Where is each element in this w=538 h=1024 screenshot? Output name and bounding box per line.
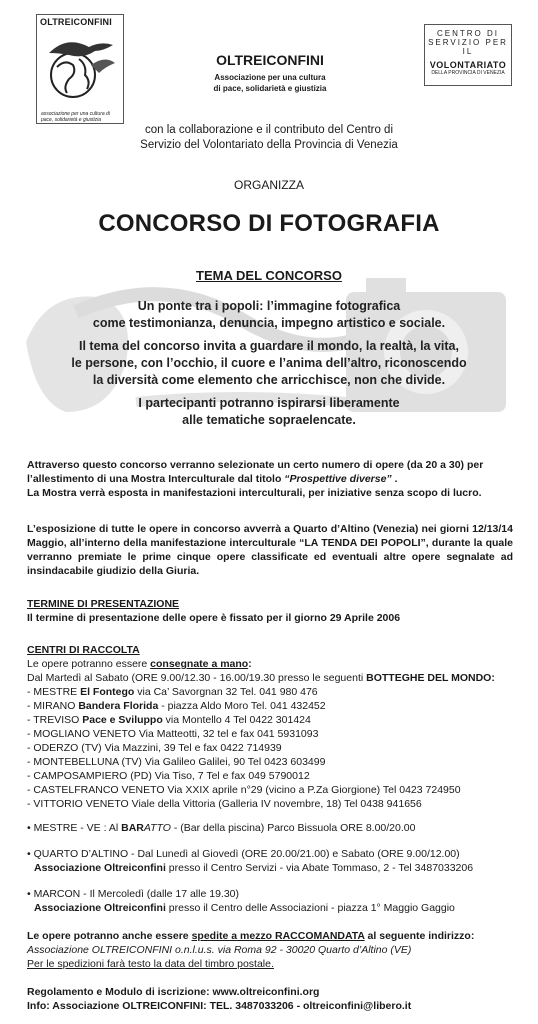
globe-dove-icon bbox=[43, 29, 119, 109]
deadline-heading: TERMINE DI PRESENTAZIONE bbox=[27, 598, 180, 610]
theme-p2-line-2: le persone, con l’occhio, il cuore e l’anima dell’altro, riconoscendo bbox=[71, 356, 467, 370]
marcon-association: Associazione Oltreiconfini bbox=[34, 902, 166, 914]
quarto-line-1: • QUARTO D’ALTINO - Dal Lunedì al Giovedì (ORE 20.00/21.00) e Sabato (ORE 9.00/12.00) bbox=[27, 848, 460, 860]
exhibition-line-3: La Mostra verrà esposta in manifestazioni interculturali, per iniziative senza scopo di lucro. bbox=[27, 487, 482, 499]
shop-item-text: - ODERZO (TV) Via Mazzini, 39 Tel e fax 0422 714939 bbox=[27, 742, 282, 754]
deadline-section bbox=[27, 597, 513, 625]
theme-paragraph-3 bbox=[40, 395, 498, 429]
collection-intro bbox=[27, 657, 513, 671]
collection-intro-colon: : bbox=[248, 658, 252, 670]
shop-address: via Montello 4 Tel 0422 301424 bbox=[162, 714, 311, 726]
shop-list-item bbox=[27, 699, 513, 713]
mestre-baratto-item bbox=[27, 821, 513, 835]
theme-heading: TEMA DEL CONCORSO bbox=[196, 268, 342, 283]
collection-centers-heading: CENTRI DI RACCOLTA bbox=[27, 644, 140, 656]
shop-list-item bbox=[27, 755, 513, 769]
footer-regulation-line: Regolamento e Modulo di iscrizione: www.oltreiconfini.org bbox=[27, 986, 320, 998]
marcon-line-2 bbox=[27, 901, 513, 915]
shop-item-text: - CASTELFRANCO VENETO Via XXIX aprile n°29 (vicino a P.Za Giorgione) Tel 0423 724950 bbox=[27, 784, 461, 796]
collaboration-note bbox=[0, 123, 538, 153]
shop-item-text: - MONTEBELLUNA (TV) Via Galileo Galilei, 90 Tel 0423 603499 bbox=[27, 756, 326, 768]
shop-item-text: - TREVISO bbox=[27, 714, 83, 726]
contest-title: CONCORSO DI FOTOGRAFIA bbox=[98, 210, 440, 237]
theme-paragraph-2 bbox=[40, 338, 498, 389]
shop-list-item bbox=[27, 783, 513, 797]
collection-hours-shops: BOTTEGHE DEL MONDO: bbox=[366, 672, 495, 684]
collection-centers bbox=[27, 643, 513, 811]
org-subtitle-line-2: di pace, solidarietà e giustizia bbox=[213, 84, 327, 93]
theme-p3-line-1: I partecipanti potranno ispirarsi liberamente bbox=[138, 396, 400, 410]
shop-list-item bbox=[27, 769, 513, 783]
shipping-text: Le opere potranno anche essere bbox=[27, 930, 192, 942]
shop-item-text: - MESTRE bbox=[27, 686, 81, 698]
shipping-method: spedite a mezzo RACCOMANDATA bbox=[191, 930, 365, 942]
exhibition-paragraph bbox=[27, 458, 513, 500]
shop-item-text: - CAMPOSAMPIERO (PD) Via Tiso, 7 Tel e fax 049 5790012 bbox=[27, 770, 310, 782]
exhibition-line-2-text: l’allestimento di una Mostra Interculturale dal titolo bbox=[27, 473, 285, 485]
exhibition-line-2-end: . bbox=[391, 473, 398, 485]
shop-list-item bbox=[27, 685, 513, 699]
collab-line-2: Servizio del Volontariato della Provincia di Venezia bbox=[140, 139, 398, 151]
logo-caption: associazione per una cultura di pace, solidarietà e giustizia bbox=[41, 111, 110, 123]
quarto-association: Associazione Oltreiconfini bbox=[34, 862, 166, 874]
theme-p2-line-1: Il tema del concorso invita a guardare il mondo, la realtà, la vita, bbox=[79, 339, 459, 353]
exhibition-line-2 bbox=[27, 472, 513, 486]
exhibition-line-1: Attraverso questo concorso verranno selezionate un certo numero di opere (da 20 a 30) per bbox=[27, 459, 484, 471]
marcon-item bbox=[27, 887, 513, 915]
baratto-bold: BAR bbox=[121, 822, 144, 834]
collection-hours-text: Dal Martedì al Sabato (ORE 9.00/12.30 - 16.00/19.30 presso le seguenti bbox=[27, 672, 367, 684]
shop-name: Pace e Sviluppo bbox=[82, 714, 163, 726]
org-subtitle bbox=[160, 72, 380, 94]
shop-list-item bbox=[27, 713, 513, 727]
shop-list-item bbox=[27, 741, 513, 755]
shop-name: El Fontego bbox=[80, 686, 135, 698]
collection-intro-text: Le opere potranno essere bbox=[27, 658, 151, 670]
shipping-text-end: al seguente indirizzo: bbox=[364, 930, 475, 942]
shop-list bbox=[27, 685, 513, 811]
deadline-text: Il termine di presentazione delle opere è fissato per il giorno 29 Aprile 2006 bbox=[27, 612, 401, 624]
collection-hours bbox=[27, 671, 513, 685]
csv-logo-main-text: VOLONTARIATO bbox=[429, 60, 507, 70]
shop-list-item bbox=[27, 797, 513, 811]
shop-address: - piazza Aldo Moro Tel. 041 432452 bbox=[158, 700, 326, 712]
mestre-text: • MESTRE - VE : Al bbox=[27, 822, 122, 834]
shipping-postmark-note: Per le spedizioni farà testo la data del timbro postale. bbox=[27, 958, 274, 970]
theme-p2-line-3: la diversità come elemento che arricchisce, non che divide. bbox=[92, 373, 446, 387]
marcon-address: presso il Centro delle Associazioni - piazza 1° Maggio Gaggio bbox=[165, 902, 455, 914]
theme-body bbox=[40, 298, 498, 435]
shop-address: via Ca’ Savorgnan 32 Tel. 041 980 476 bbox=[134, 686, 318, 698]
mestre-details: - (Bar della piscina) Parco Bissuola ORE 8.00/20.00 bbox=[170, 822, 416, 834]
theme-p1-line-2: come testimonianza, denuncia, impegno artistico e sociale. bbox=[92, 316, 446, 330]
collection-intro-emphasis: consegnate a mano bbox=[150, 658, 249, 670]
org-title: OLTREICONFINI bbox=[216, 52, 324, 68]
theme-p1-line-1: Un ponte tra i popoli: l’immagine fotografica bbox=[137, 299, 401, 313]
shipping-line-1 bbox=[27, 929, 513, 943]
collab-line-1: con la collaborazione e il contributo del Centro di bbox=[144, 124, 394, 136]
logo-brand-text: OLTREICONFINI bbox=[40, 17, 112, 27]
csv-venezia-logo bbox=[424, 24, 512, 86]
baratto-italic: ATTO bbox=[143, 822, 171, 834]
org-subtitle-line-1: Associazione per una cultura bbox=[214, 73, 326, 82]
oltreiconfini-logo bbox=[36, 14, 124, 124]
marcon-line-1: • MARCON - Il Mercoledì (dalle 17 alle 19.30) bbox=[27, 888, 240, 900]
theme-p3-line-2: alle tematiche sopraelencate. bbox=[182, 413, 356, 427]
csv-logo-top-text: CENTRO DI SERVIZIO PER IL bbox=[428, 29, 508, 56]
shop-item-text: - VITTORIO VENETO Viale della Vittoria (Galleria IV novembre, 18) Tel 0438 941656 bbox=[27, 798, 422, 810]
organizza-label: ORGANIZZA bbox=[233, 178, 304, 192]
theme-paragraph-1 bbox=[40, 298, 498, 332]
shop-list-item bbox=[27, 727, 513, 741]
quarto-line-2 bbox=[27, 861, 513, 875]
footer-info bbox=[27, 985, 513, 1013]
shop-item-text: - MOGLIANO VENETO Via Matteotti, 32 tel e fax 041 5931093 bbox=[27, 728, 319, 740]
quarto-address: presso il Centro Servizi - via Abate Tommaso, 2 - Tel 3487033206 bbox=[165, 862, 474, 874]
shipping-section bbox=[27, 929, 513, 971]
csv-logo-sub-text: DELLA PROVINCIA DI VENEZIA bbox=[431, 70, 505, 76]
shipping-address: Associazione OLTREICONFINI o.n.l.u.s. via Roma 92 - 30020 Quarto d’Altino (VE) bbox=[27, 944, 412, 956]
exhibition-title: “Prospettive diverse” bbox=[284, 473, 392, 485]
quarto-altino-item bbox=[27, 847, 513, 875]
footer-contact-line: Info: Associazione OLTREICONFINI: TEL. 3487033206 - oltreiconfini@libero.it bbox=[27, 1000, 412, 1012]
shop-item-text: - MIRANO bbox=[27, 700, 79, 712]
shop-name: Bandera Florida bbox=[78, 700, 159, 712]
display-paragraph: L’esposizione di tutte le opere in concorso avverrà a Quarto d’Altino (Venezia) nei giorni 12/13/14 Maggio, all’interno della manifestazione interculturale “LA TENDA DEI POPOLI”, durante la quale verranno premiate le prime cinque opere classificate ed eventuali altre opere segnalate ad insindacabile giudizio della Giuria. bbox=[27, 523, 513, 577]
